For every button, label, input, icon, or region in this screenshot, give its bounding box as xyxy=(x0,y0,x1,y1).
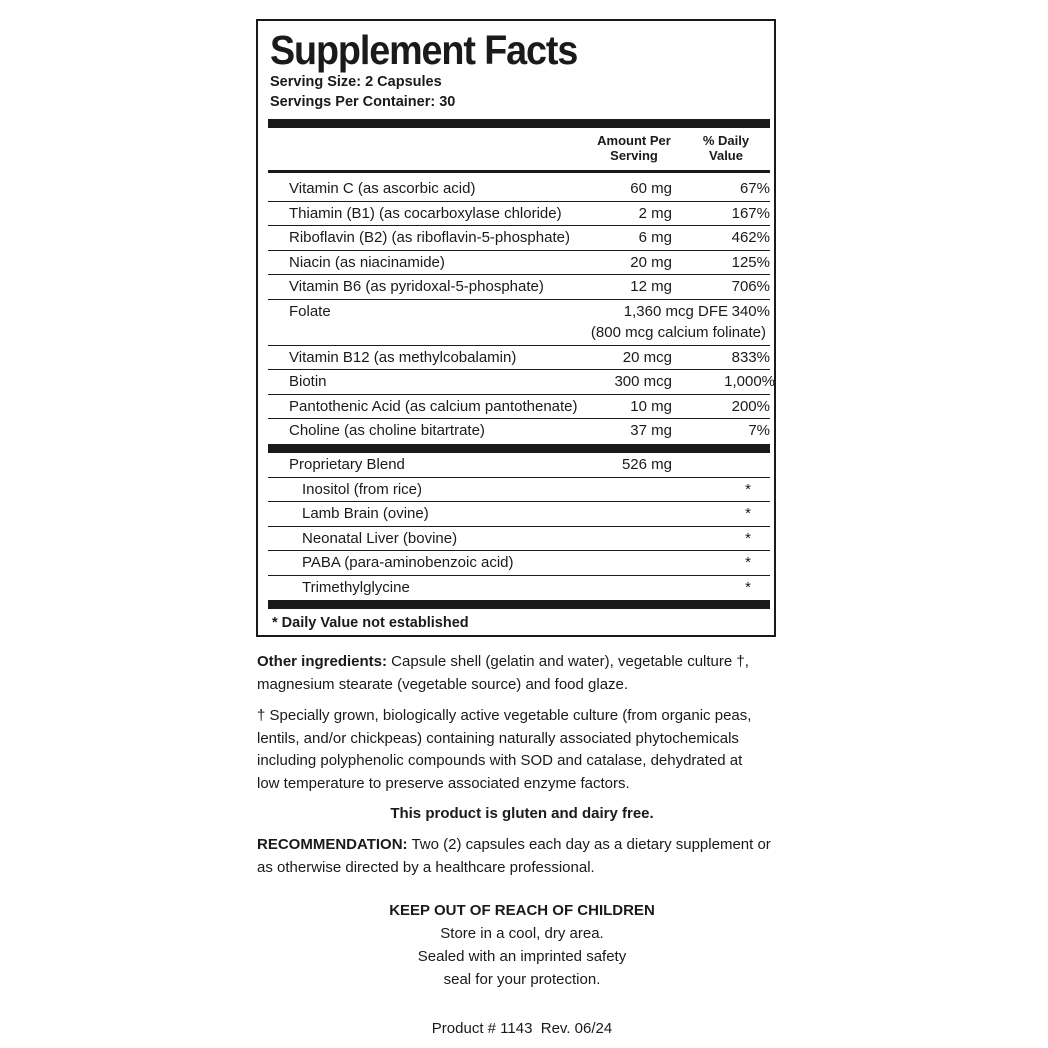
nutrient-amount: 20 mcg xyxy=(622,348,672,366)
recommendation-line: as otherwise directed by a healthcare professional. xyxy=(257,858,595,876)
nutrient-row xyxy=(268,346,770,371)
warning-heading: KEEP OUT OF REACH OF CHILDREN xyxy=(389,902,655,919)
nutrient-name: Thiamin (B1) (as cocarboxylase chloride) xyxy=(289,204,562,222)
other-ingredients-heading: Other ingredients: xyxy=(257,653,388,670)
thick-divider xyxy=(268,119,770,128)
nutrient-amount: 60 mg xyxy=(630,180,672,197)
nutrient-row xyxy=(268,275,770,300)
thick-divider xyxy=(268,600,770,609)
blend-item-name: PABA (para-aminobenzoic acid) xyxy=(302,554,514,571)
nutrient-dv: 7% xyxy=(748,422,770,439)
amount-column-header xyxy=(588,133,680,163)
nutrient-row xyxy=(268,419,770,444)
panel-title: Supplement Facts xyxy=(270,27,578,73)
other-ingredients-line xyxy=(257,651,787,674)
recommendation-line xyxy=(257,834,787,857)
nutrient-row xyxy=(268,177,770,202)
dagger-note-line: including polyphenolic compounds with SOD and catalase, dehydrated at xyxy=(257,752,743,769)
nutrient-row xyxy=(268,395,770,420)
medium-divider xyxy=(268,170,770,173)
nutrient-name: Vitamin B12 (as methylcobalamin) xyxy=(289,348,517,366)
blend-item-dv: * xyxy=(745,529,751,547)
warning-line: seal for your protection. xyxy=(443,971,601,988)
warning-line: Store in a cool, dry area. xyxy=(440,925,604,942)
blend-row xyxy=(268,453,770,478)
nutrient-amount: 12 mg xyxy=(630,278,672,295)
nutrient-name: Choline (as choline bitartrate) xyxy=(289,422,485,439)
serving-size: Serving Size: 2 Capsules xyxy=(270,74,442,90)
recommendation-heading: RECOMMENDATION: xyxy=(257,836,408,853)
nutrient-name: Pantothenic Acid (as calcium pantothenate) xyxy=(289,397,578,415)
blend-item-row xyxy=(268,527,770,552)
nutrient-dv: 67% xyxy=(739,180,770,197)
nutrient-row xyxy=(268,251,770,276)
nutrient-amount-note: (800 mcg calcium folinate) xyxy=(590,323,766,341)
dv-header-line: % Daily xyxy=(702,133,750,148)
nutrient-dv: 833% xyxy=(731,348,770,366)
nutrient-dv: 1,000% xyxy=(724,373,775,390)
dagger-note xyxy=(257,705,787,795)
nutrient-row xyxy=(268,226,770,251)
blend-item-row xyxy=(268,551,770,576)
blend-amount: 526 mg xyxy=(621,456,672,473)
warning-line: Sealed with an imprinted safety xyxy=(417,948,627,965)
nutrient-name: Niacin (as niacinamide) xyxy=(289,253,445,271)
nutrient-name: Folate xyxy=(289,302,331,320)
blend-item-dv: * xyxy=(745,554,751,571)
blend-item-name: Inositol (from rice) xyxy=(302,480,423,498)
nutrient-dv: 200% xyxy=(731,397,770,415)
nutrient-dv: 340% xyxy=(731,302,770,320)
dv-header-line: Value xyxy=(709,148,743,163)
blend-item-dv: * xyxy=(745,505,751,522)
dv-column-header xyxy=(690,133,762,163)
other-ingredients-line: magnesium stearate (vegetable source) and food glaze. xyxy=(257,675,629,693)
warning-block xyxy=(256,899,788,991)
recommendation-text: Two (2) capsules each day as a dietary supplement or xyxy=(407,836,771,853)
blend-item-name: Lamb Brain (ovine) xyxy=(302,505,429,522)
nutrient-name: Vitamin C (as ascorbic acid) xyxy=(289,180,476,197)
nutrient-amount: 37 mg xyxy=(630,422,672,439)
nutrient-row xyxy=(268,300,770,346)
dagger-note-line: lentils, and/or chickpeas) containing naturally associated phytochemicals xyxy=(257,729,739,747)
dagger-note-line: † Specially grown, biologically active vegetable culture (from organic peas, xyxy=(257,707,752,724)
nutrient-dv: 125% xyxy=(731,253,770,271)
nutrient-row xyxy=(268,202,770,227)
nutrient-amount: 20 mg xyxy=(630,253,672,271)
blend-item-row xyxy=(268,478,770,503)
nutrient-dv: 706% xyxy=(731,278,770,295)
nutrient-amount: 2 mg xyxy=(638,204,672,222)
supplement-facts-panel xyxy=(256,19,776,637)
blend-item-row xyxy=(268,502,770,527)
blend-item-dv: * xyxy=(745,480,751,498)
blend-item-name: Trimethylglycine xyxy=(302,578,410,596)
nutrient-row xyxy=(268,370,775,395)
daily-value-footnote: * Daily Value not established xyxy=(272,615,469,631)
servings-per-container: Servings Per Container: 30 xyxy=(270,94,456,110)
nutrient-amount: 6 mg xyxy=(638,229,672,246)
thick-divider xyxy=(268,444,770,453)
nutrient-dv: 167% xyxy=(731,204,770,222)
amount-header-line: Serving xyxy=(610,148,658,163)
gluten-statement: This product is gluten and dairy free. xyxy=(390,805,654,822)
recommendation xyxy=(257,834,787,879)
nutrient-amount: 1,360 mcg DFE xyxy=(623,302,728,320)
other-ingredients-text: Capsule shell (gelatin and water), vegetable culture †, xyxy=(387,653,749,670)
nutrient-name: Biotin xyxy=(289,373,327,390)
blend-name: Proprietary Blend xyxy=(289,456,405,473)
nutrient-amount: 10 mg xyxy=(630,397,672,415)
nutrient-dv: 462% xyxy=(731,229,770,246)
blend-item-name: Neonatal Liver (bovine) xyxy=(302,529,458,547)
product-code: Product # 1143 Rev. 06/24 xyxy=(431,1020,613,1037)
amount-header-line: Amount Per xyxy=(597,133,671,148)
nutrient-name: Vitamin B6 (as pyridoxal-5-phosphate) xyxy=(289,278,544,295)
other-ingredients xyxy=(257,651,787,696)
dagger-note-line: low temperature to preserve associated enzyme factors. xyxy=(257,774,630,792)
nutrient-amount: 300 mcg xyxy=(614,373,672,390)
blend-item-row xyxy=(268,576,770,601)
nutrient-name: Riboflavin (B2) (as riboflavin-5-phosphate) xyxy=(289,229,570,246)
blend-item-dv: * xyxy=(745,578,751,596)
